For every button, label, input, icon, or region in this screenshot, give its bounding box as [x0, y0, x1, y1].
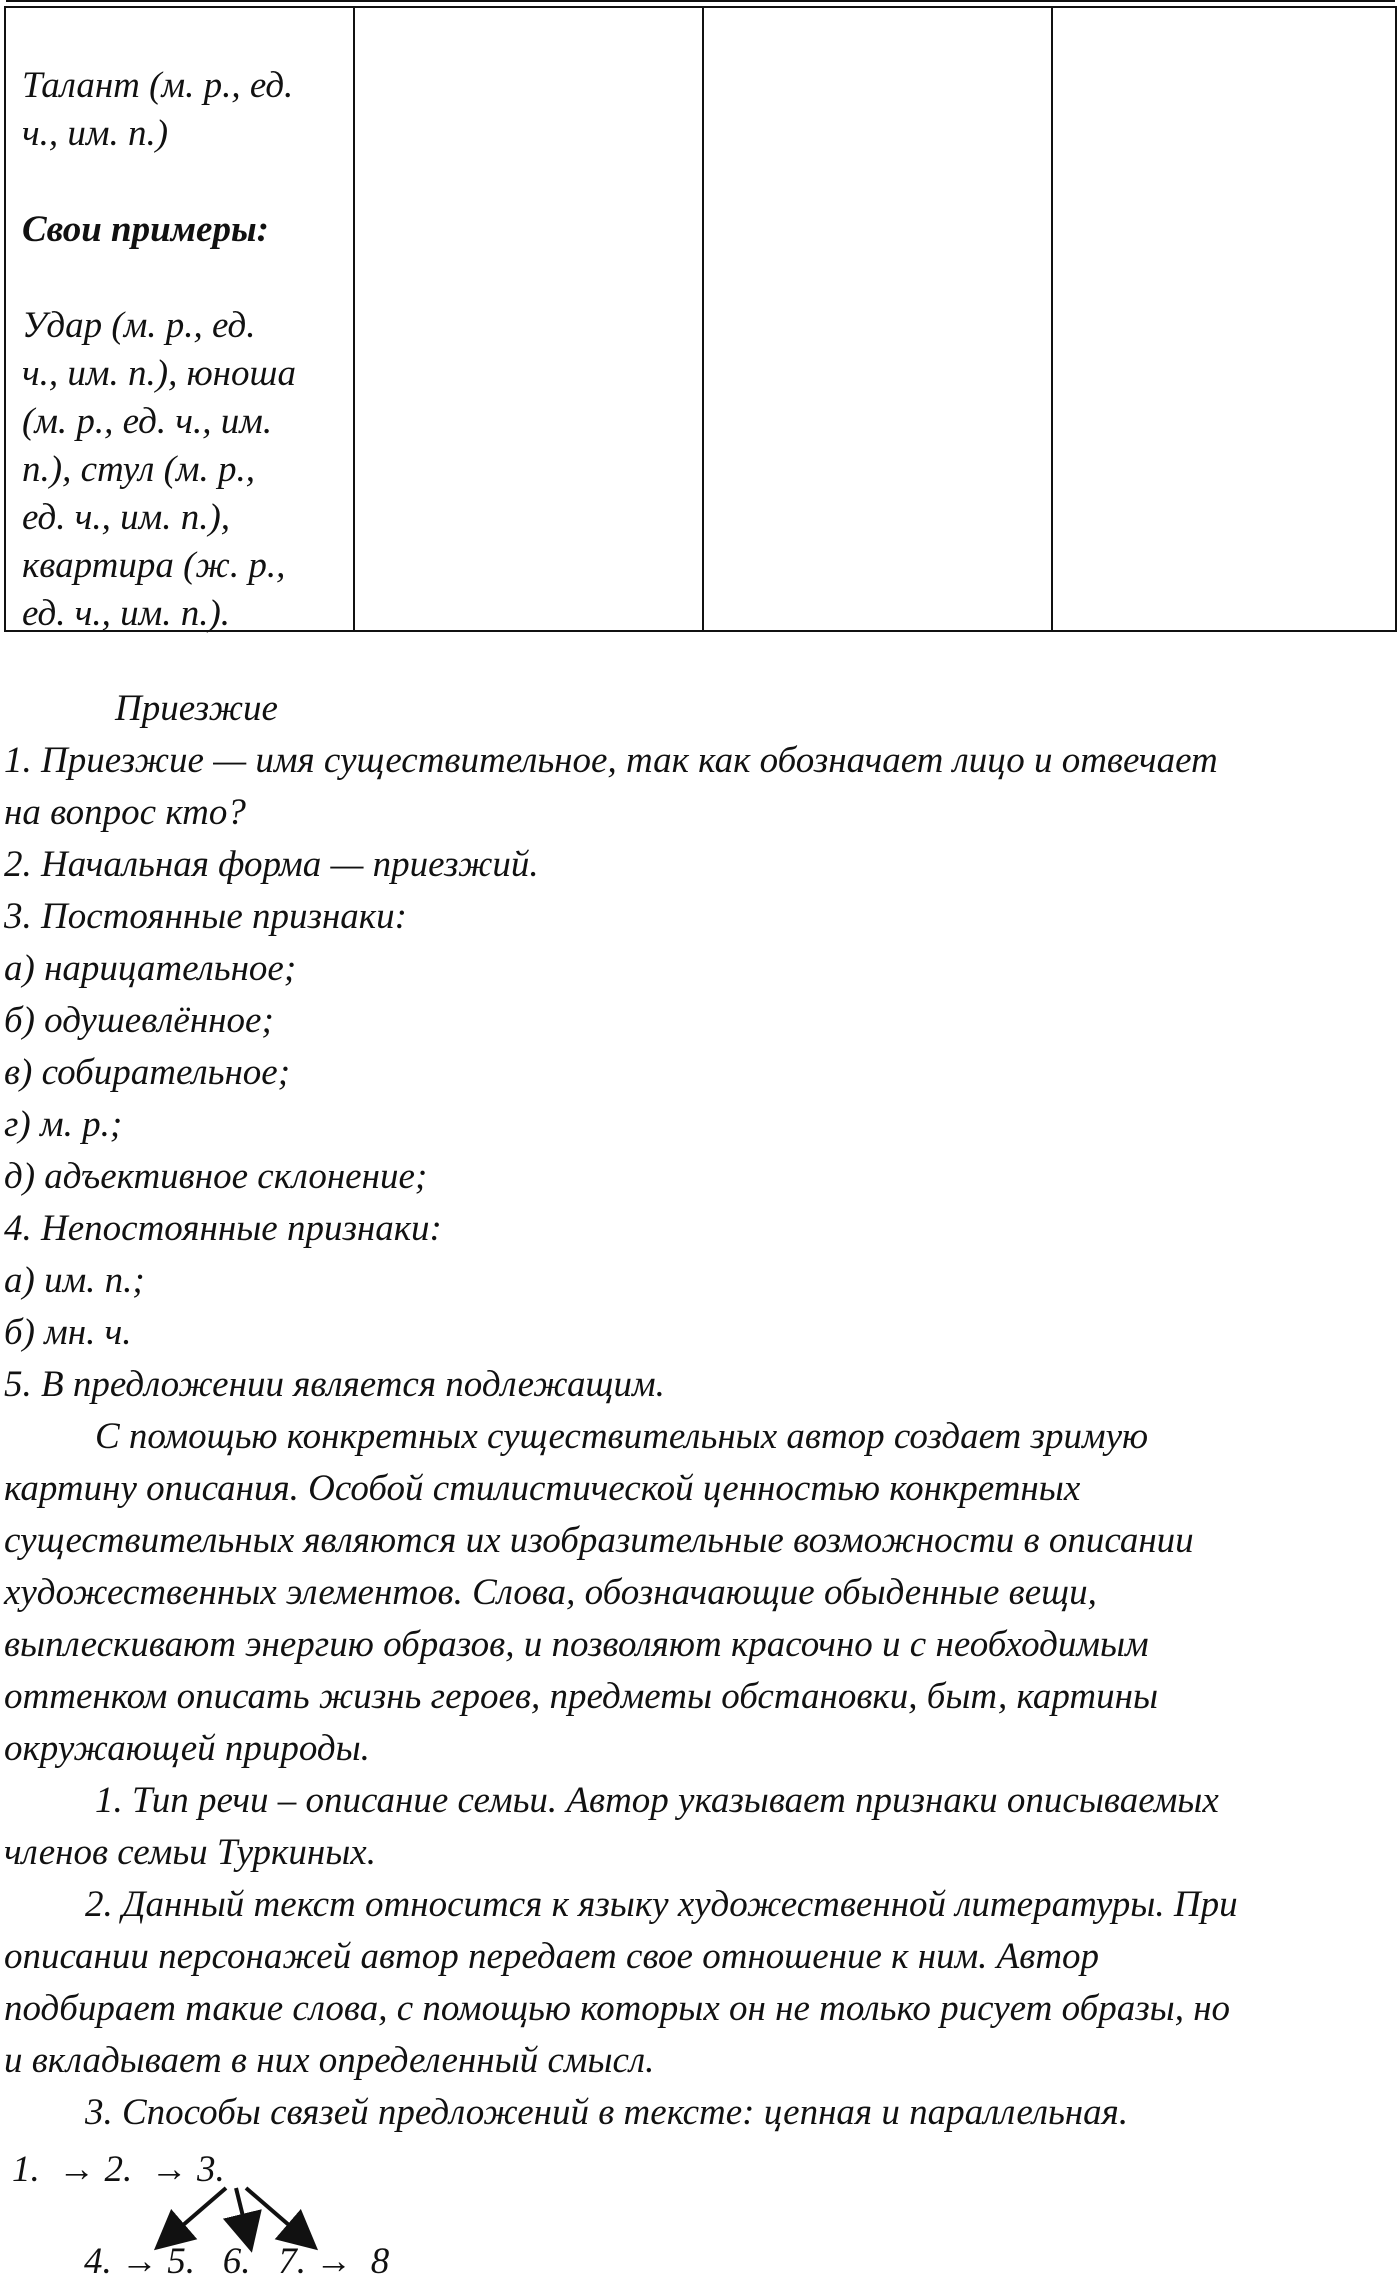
analysis-line: а) нарицательное; — [4, 948, 297, 989]
answer-line: 3. Способы связей предложений в тексте: цепная и параллельная. — [85, 2092, 1129, 2133]
analysis-line: 5. В предложении является подлежащим. — [4, 1364, 665, 1405]
paragraph-line: окружающей природы. — [4, 1728, 370, 1769]
table-column-2 — [355, 8, 704, 630]
scheme-bottom-row: 4. → 5. 6. 7. → 8 — [84, 2241, 390, 2282]
paragraph-line: С помощью конкретных существительных автор создает зримую — [95, 1416, 1149, 1457]
analysis-line: б) мн. ч. — [4, 1312, 132, 1353]
examples-table — [4, 6, 1397, 632]
paragraph-line: картину описания. Особой стилистической ценностью конкретных — [4, 1468, 1081, 1509]
answer-line: подбирает такие слова, с помощью которых он не только рисует образы, но — [4, 1988, 1231, 2029]
paragraph-line: художественных элементов. Слова, обозначающие обыденные вещи, — [4, 1572, 1097, 1613]
cell-intro-text: Талант (м. р., ед. ч., им. п.) — [22, 65, 294, 154]
analysis-line: а) им. п.; — [4, 1260, 145, 1301]
arrow-to-6 — [236, 2188, 250, 2245]
answer-line: 2. Данный текст относится к языку художественной литературы. При — [85, 1884, 1238, 1925]
answer-line: и вкладывает в них определенный смысл. — [4, 2040, 655, 2081]
cell-heading: Свои примеры: — [22, 209, 269, 250]
analysis-line: б) одушевлённое; — [4, 1000, 274, 1041]
table-cell-examples — [22, 14, 342, 638]
analysis-line: в) собирательное; — [4, 1052, 291, 1093]
answer-line: 1. Тип речи – описание семьи. Автор указывает признаки описываемых — [95, 1780, 1219, 1821]
analysis-line: 3. Постоянные признаки: — [4, 896, 407, 937]
arrow-to-7 — [246, 2188, 312, 2245]
paragraph-line: оттенком описать жизнь героев, предметы обстановки, быт, картины — [4, 1676, 1159, 1717]
answer-line: членов семьи Туркиных. — [4, 1832, 376, 1873]
analysis-line: д) адъективное склонение; — [4, 1156, 428, 1197]
analysis-line: 2. Начальная форма — приезжий. — [4, 844, 539, 885]
analysis-line: на вопрос кто? — [4, 792, 246, 833]
sentence-link-scheme — [0, 2140, 520, 2288]
table-column-1 — [6, 8, 355, 634]
cell-examples-text: Удар (м. р., ед. ч., им. п.), юноша (м. р., ед. ч., им. п.), стул (м. р., ед. ч., им. п.), квартира (ж. р., ед. ч., им. п.). — [22, 305, 296, 634]
answer-line: описании персонажей автор передает свое отношение к ним. Автор — [4, 1936, 1100, 1977]
analysis-line: 1. Приезжие — имя существительное, так как обозначает лицо и отвечает — [4, 740, 1218, 781]
paragraph-line: существительных являются их изобразительные возможности в описании — [4, 1520, 1194, 1561]
scheme-top-row: 1. → 2. → 3. — [12, 2149, 225, 2190]
paragraph-line: выплескивают энергию образов, и позволяют красочно и с необходимым — [4, 1624, 1149, 1665]
table-column-3 — [704, 8, 1053, 630]
analysis-line: г) м. р.; — [4, 1104, 123, 1145]
analysis-line: 4. Непостоянные признаки: — [4, 1208, 442, 1249]
analysis-title: Приезжие — [115, 688, 278, 729]
arrow-to-4 — [160, 2188, 226, 2245]
